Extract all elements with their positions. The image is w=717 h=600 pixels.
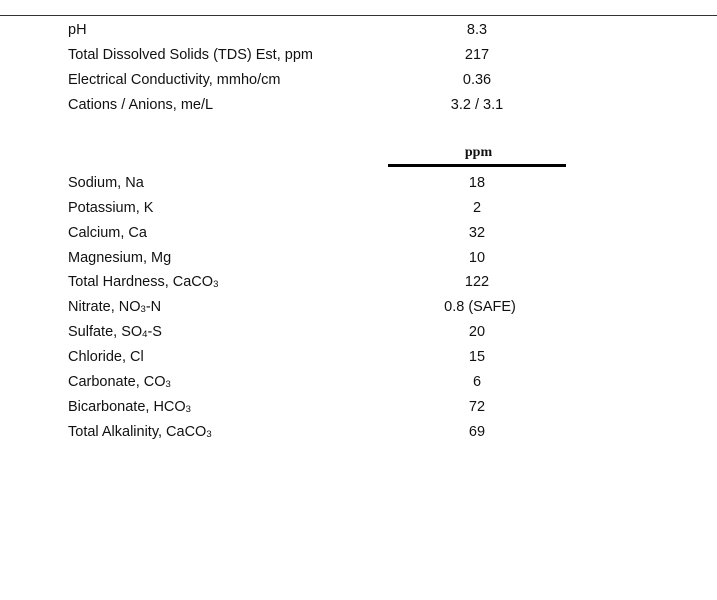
row-value: 8.3 [466,22,488,38]
row-label: Cations / Anions, me/L [68,97,214,113]
table-row [0,347,717,372]
table-row [0,272,717,297]
row-value: 217 [464,47,490,63]
table-row [0,223,717,248]
table-row [0,372,717,397]
row-label: Calcium, Ca [68,225,147,241]
label-text: Nitrate, NO [68,299,141,315]
label-subscript: 3 [213,279,219,290]
row-value: 3.2 / 3.1 [450,97,504,113]
table-row [0,322,717,347]
row-label [68,397,191,417]
ppm-column-header: ppm [464,145,493,160]
row-label: Potassium, K [68,200,154,216]
label-subscript: 3 [165,379,171,390]
label-text: Carbonate, CO [68,374,166,390]
row-value: 72 [468,399,486,415]
label-subscript: 3 [140,304,146,315]
row-label [68,272,218,292]
row-label: pH [68,22,87,38]
ppm-header-underline [388,164,566,167]
label-text: Total Alkalinity, CaCO [68,424,207,440]
row-label [68,322,162,342]
row-label: Magnesium, Mg [68,250,172,266]
label-subscript: 3 [185,404,191,415]
table-row [0,70,717,95]
label-text: Bicarbonate, HCO [68,399,186,415]
row-label: Total Dissolved Solids (TDS) Est, ppm [68,47,313,63]
table-row [0,95,717,120]
row-value: 15 [468,349,486,365]
row-label [68,372,171,392]
label-text: Sulfate, SO [68,324,143,340]
top-divider [0,15,717,16]
table-row [0,20,717,45]
label-subscript: 3 [206,429,212,440]
row-label: Electrical Conductivity, mmho/cm [68,72,281,88]
table-row [0,198,717,223]
row-value: 20 [468,324,486,340]
label-text: Total Hardness, CaCO [68,274,214,290]
row-value: 10 [468,250,486,266]
row-label: Chloride, Cl [68,349,144,365]
table-row [0,422,717,447]
label-subscript: 4 [142,329,148,340]
row-label [68,422,212,442]
row-value: 32 [468,225,486,241]
row-value: 2 [472,200,482,216]
row-value: 122 [464,274,490,290]
row-value: 0.8 (SAFE) [444,299,516,315]
table-row [0,397,717,422]
row-value: 0.36 [462,72,492,88]
table-row [0,173,717,198]
table-row [0,248,717,273]
table-row [0,297,717,322]
row-value: 6 [472,374,482,390]
label-suffix: -N [145,299,162,315]
row-label: Sodium, Na [68,175,144,191]
table-row [0,45,717,70]
row-label [68,297,161,317]
label-suffix: -S [147,324,162,340]
row-value: 18 [468,175,486,191]
row-value: 69 [468,424,486,440]
